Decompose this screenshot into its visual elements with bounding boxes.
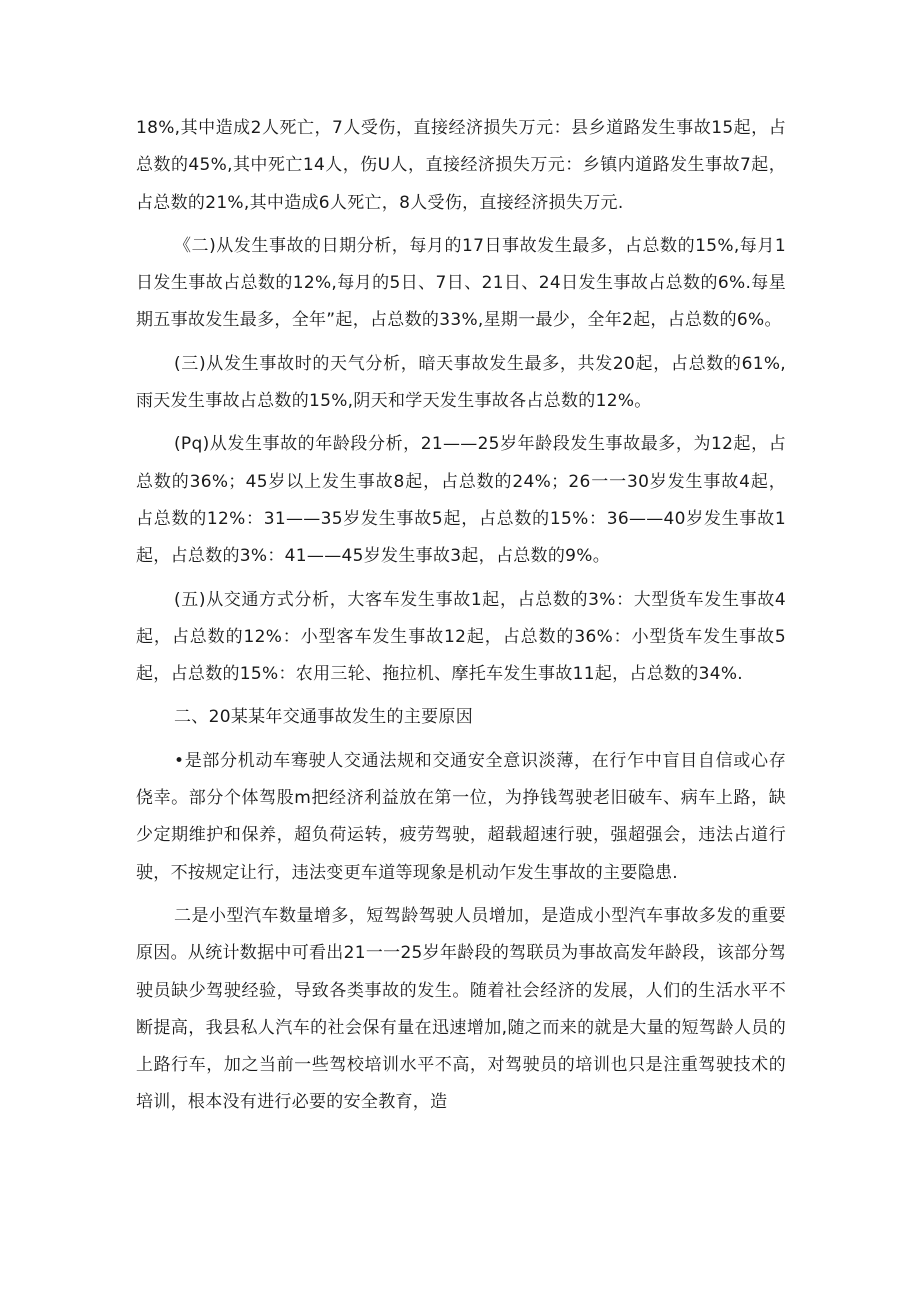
paragraph-weather-analysis: (三)从发生事故时的天气分析，暗天事故发生最多，共发20起，占总数的61%,雨天发生事故占总数的15%,阴天和学天发生事故各占总数的12%。 xyxy=(136,353,786,412)
document-body xyxy=(136,110,786,1122)
paragraph-vehicle-analysis: (五)从交通方式分析，大客车发生事故1起，占总数的3%：大型货车发生事故4起，占总数的12%：小型客车发生事故12起，占总数的36%：小型货车发生事故5起，占总数的15%：农用三轮、拖拉机、摩托车发生事故11起，占总数的34%. xyxy=(136,589,786,685)
paragraph-cause-one: •是部分机动车骞驶人交通法规和交通安全意识淡薄，在行乍中盲目自信或心存侥幸。部分个体驾股m把经济利益放在第一位，为挣钱驾驶老旧破车、病车上路，缺少定期维护和保养，超负荷运转，疲劳驾驶，超载超速行驶，强超强会，违法占道行驶，不按规定让行，违法变更车道等现象是机动乍发生事故的主要隐患. xyxy=(136,750,786,883)
paragraph-date-analysis: 《二)从发生事故的日期分析，每月的17日事故发生最多，占总数的15%,每月1日发生事故占总数的12%,每月的5日、7日、21日、24日发生事故占总数的6%.每星期五事故发生最多，全年”起，占总数的33%,星期一最少，全年2起，占总数的6%。 xyxy=(136,235,786,331)
paragraph-cause-two: 二是小型汽车数量增多，短驾龄驾驶人员增加，是造成小型汽车事故多发的重要原因。从统计数据中可看出21一一25岁年龄段的驾联员为事故高发年龄段，该部分驾驶员缺少驾驶经验，导致各类事故的发生。随着社会经济的发展，人们的生活水平不断提高，我县私人汽车的社会保有量在迅速增加,随之而来的就是大量的短驾龄人员的上路行车，加之当前一些驾校培训水平不高，对驾驶员的培训也只是注重驾驶技术的培训，根本没有进行必要的安全教育，造 xyxy=(136,905,786,1113)
paragraph-district-road-stats: 18%,其中造成2人死亡，7人受伤，直接经济损失万元：县乡道路发生事故15起，占总数的45%,其中死亡14人，伤U人，直接经济损失万元：乡镇内道路发生事故7起，占总数的21%,其中造成6人死亡，8人受伤，直接经济损失万元. xyxy=(136,118,786,213)
section-heading-main-causes: 二、20某某年交通事故发生的主要原因 xyxy=(174,707,474,728)
paragraph-age-analysis: (Pq)从发生事故的年龄段分析，21——25岁年龄段发生事故最多，为12起，占总数的36%；45岁以上发生事故8起，占总数的24%；26一一30岁发生事故4起，占总数的12%：31——35岁发生事故5起，占总数的15%：36——40岁发生事故1起，占总数的3%：41——45岁发生事故3起，占总数的9%。 xyxy=(136,434,786,567)
